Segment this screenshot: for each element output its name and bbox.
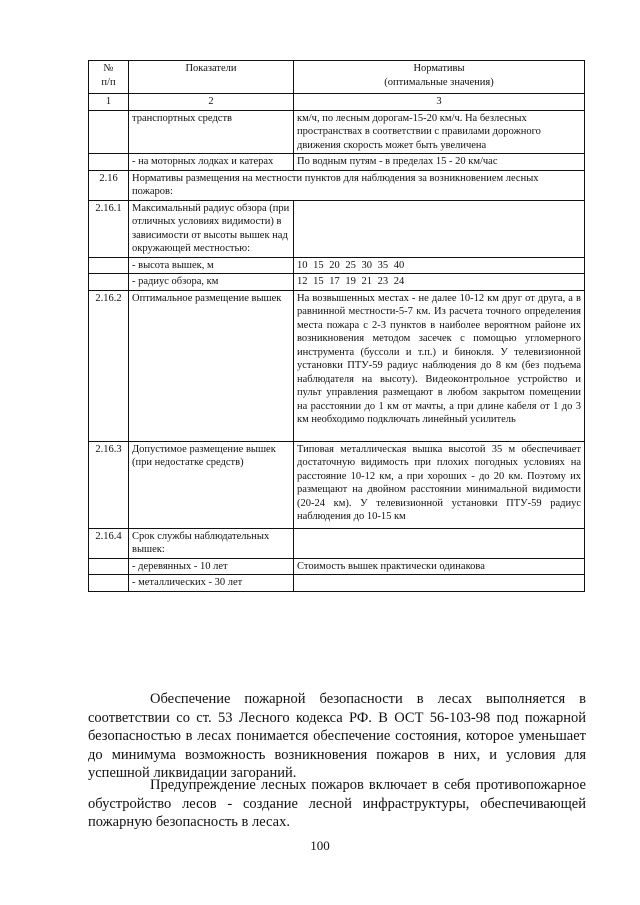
row-num — [89, 154, 129, 171]
table-row — [89, 274, 585, 291]
row-norm: Типовая металлическая вышка высотой 35 м обеспечивает достаточную видимость при плохих погодных условиях на расстояние 10-12 км, а при хороших - до 20 км. Поэтому их размещают на двойном расстоянии минимальной видимости (20-24 км). У телевизионной установки ПТУ-59 радиус наблюдения до 10-15 км — [294, 441, 585, 528]
table-row — [89, 575, 585, 592]
row-section-title: Нормативы размещения на местности пунктов для наблюдения за возникновением лесных пожаров: — [129, 170, 585, 200]
header-indicators: Показатели — [129, 61, 294, 94]
row-num — [89, 257, 129, 274]
row-indicator: - высота вышек, м — [129, 257, 294, 274]
row-indicator: Оптимальное размещение вышек — [129, 290, 294, 441]
row-indicator: - деревянных - 10 лет — [129, 558, 294, 575]
row-norm: Стоимость вышек практически одинакова — [294, 558, 585, 575]
row-num: 2.16.1 — [89, 200, 129, 257]
row-indicator: - металлических - 30 лет — [129, 575, 294, 592]
row-num — [89, 110, 129, 154]
row-num — [89, 274, 129, 291]
col-number: 2 — [129, 94, 294, 111]
row-num: 2.16 — [89, 170, 129, 200]
row-num: 2.16.2 — [89, 290, 129, 441]
col-number: 1 — [89, 94, 129, 111]
row-indicator: - радиус обзора, км — [129, 274, 294, 291]
table-row — [89, 558, 585, 575]
row-norm: 10 15 20 25 30 35 40 — [294, 257, 585, 274]
row-indicator: Срок службы наблюдательных вышек: — [129, 528, 294, 558]
table-row — [89, 441, 585, 528]
table-row — [89, 110, 585, 154]
row-norm: По водным путям - в пределах 15 - 20 км/час — [294, 154, 585, 171]
row-indicator: Допустимое размещение вышек (при недостатке средств) — [129, 441, 294, 528]
row-num: 2.16.3 — [89, 441, 129, 528]
row-num: 2.16.4 — [89, 528, 129, 558]
column-numbers-row — [89, 94, 585, 111]
table-header-row — [89, 61, 585, 94]
table-row — [89, 200, 585, 257]
header-num: № п/п — [89, 61, 129, 94]
table-row — [89, 257, 585, 274]
row-norm: 12 15 17 19 21 23 24 — [294, 274, 585, 291]
col-number: 3 — [294, 94, 585, 111]
row-norm — [294, 528, 585, 558]
table-row — [89, 290, 585, 441]
row-indicator: - на моторных лодках и катерах — [129, 154, 294, 171]
row-norm — [294, 200, 585, 257]
paragraph-fire-prevention: Предупреждение лесных пожаров включает в себя противопожарное обустройство лесов - создание лесной инфраструктуры, обеспечивающей пожарную безопасность в лесах. — [88, 777, 586, 831]
page-number: 100 — [310, 838, 330, 853]
row-norm — [294, 575, 585, 592]
table-row — [89, 170, 585, 200]
paragraph-fire-safety: Обеспечение пожарной безопасности в лесах выполняется в соответствии со ст. 53 Лесного кодекса РФ. В ОСТ 56-103-98 под пожарной безопасностью в лесах понимается обеспечение состояния, которое уменьшает до минимума возможность возникновения пожаров в них, и условия для успешной ликвидации загораний. — [88, 691, 586, 782]
header-norms-title: Нормативы — [413, 63, 465, 74]
row-norm: км/ч, по лесным дорогам-15-20 км/ч. На безлесных пространствах в соответствии с правилами дорожного движения скорость может быть увеличена — [294, 110, 585, 154]
header-norms — [294, 61, 585, 94]
header-norms-sub: (оптимальные значения) — [384, 76, 494, 88]
row-indicator: транспортных средств — [129, 110, 294, 154]
row-num — [89, 575, 129, 592]
norms-table — [88, 60, 585, 592]
row-num — [89, 558, 129, 575]
table-row — [89, 154, 585, 171]
row-norm: На возвышенных местах - не далее 10-12 км друг от друга, а в равнинной местности-5-7 км. Из расчета точного определения места пожара с 2-3 пунктов в наиболее вероятном районе их возникновения методом засечек с помощью угломерного инструмента (буссоли и т.п.) и бинокля. У телевизионной установки ПТУ-59 радиус наблюдения до 8 км (без подъема наблюдателя на высоту). Видеоконтрольное устройство и пульт управления размещают в любом закрытом помещении на расстоянии до 1 км от мачты, а при длине кабеля от 1 до 3 км необходимо подключать линейный усилитель — [294, 290, 585, 441]
row-indicator: Максимальный радиус обзора (при отличных условиях видимости) в зависимости от высоты вышек над окружающей местностью: — [129, 200, 294, 257]
table-row — [89, 528, 585, 558]
